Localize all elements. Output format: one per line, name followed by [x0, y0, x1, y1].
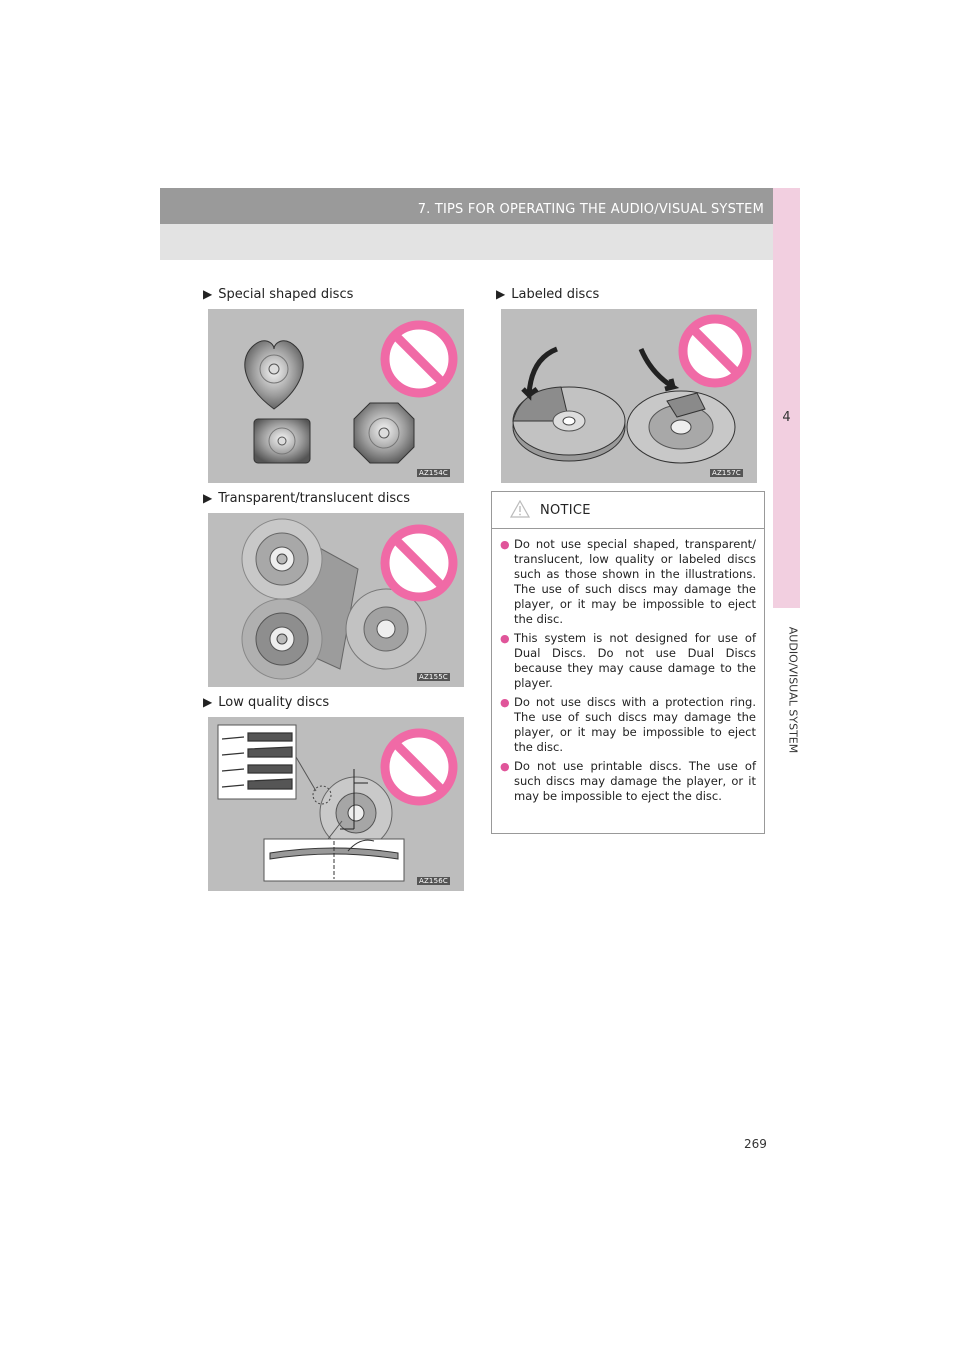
notice-item: ● Do not use discs with a protection ring. The use of such discs may damage the player, or it may be impossible to eject the disc. — [500, 695, 756, 754]
figure-code: AZ155C — [418, 673, 448, 681]
figure-code: AZ157C — [711, 469, 741, 477]
notice-item: ● This system is not designed for use of Dual Discs. Do not use Dual Discs because they may cause damage to the player. — [500, 631, 756, 690]
header-bar — [160, 188, 800, 224]
caption-labeled: ▶ Labeled discs — [496, 287, 600, 302]
figure-labeled-discs — [501, 309, 757, 483]
notice-list — [492, 529, 764, 804]
figure-transparent-discs — [208, 513, 464, 687]
notice-header — [492, 492, 764, 529]
prohibition-icon — [385, 529, 453, 597]
notice-item: ● Do not use special shaped, transparent/ translucent, low quality or labeled discs such as those shown in the illustrations. The use of such discs may damage the player, or it may be impossible to eject the disc. — [500, 537, 756, 626]
chapter-label: AUDIO/VISUAL SYSTEM — [786, 626, 800, 754]
caption-special-shaped: ▶ Special shaped discs — [203, 287, 354, 302]
page-number: 269 — [744, 1137, 767, 1151]
figure-special-shaped-discs — [208, 309, 464, 483]
bullet-icon: ● — [500, 696, 510, 709]
prohibition-icon — [385, 733, 453, 801]
notice-title: NOTICE — [540, 503, 591, 518]
prohibition-icon — [683, 319, 747, 383]
chapter-number: 4 — [782, 410, 791, 425]
warning-triangle-icon — [510, 500, 530, 518]
figure-code: AZ154C — [418, 469, 448, 477]
chapter-tab — [773, 188, 800, 608]
figure-code: AZ156C — [418, 877, 448, 885]
section-title: 7. TIPS FOR OPERATING THE AUDIO/VISUAL SYSTEM — [417, 202, 764, 217]
triangle-bullet-icon: ▶ — [496, 287, 506, 301]
bullet-icon: ● — [500, 760, 510, 773]
header-subbar — [160, 224, 800, 260]
notice-item: ● Do not use printable discs. The use of such discs may damage the player, or it may be impossible to eject the disc. — [500, 759, 756, 803]
triangle-bullet-icon: ▶ — [203, 491, 213, 505]
figure-low-quality-discs — [208, 717, 464, 891]
notice-box — [491, 491, 765, 834]
prohibition-icon — [385, 325, 453, 393]
triangle-bullet-icon: ▶ — [203, 287, 213, 301]
caption-transparent: ▶ Transparent/translucent discs — [203, 491, 411, 506]
triangle-bullet-icon: ▶ — [203, 695, 213, 709]
caption-low-quality: ▶ Low quality discs — [203, 695, 330, 710]
bullet-icon: ● — [500, 538, 510, 551]
bullet-icon: ● — [500, 632, 510, 645]
